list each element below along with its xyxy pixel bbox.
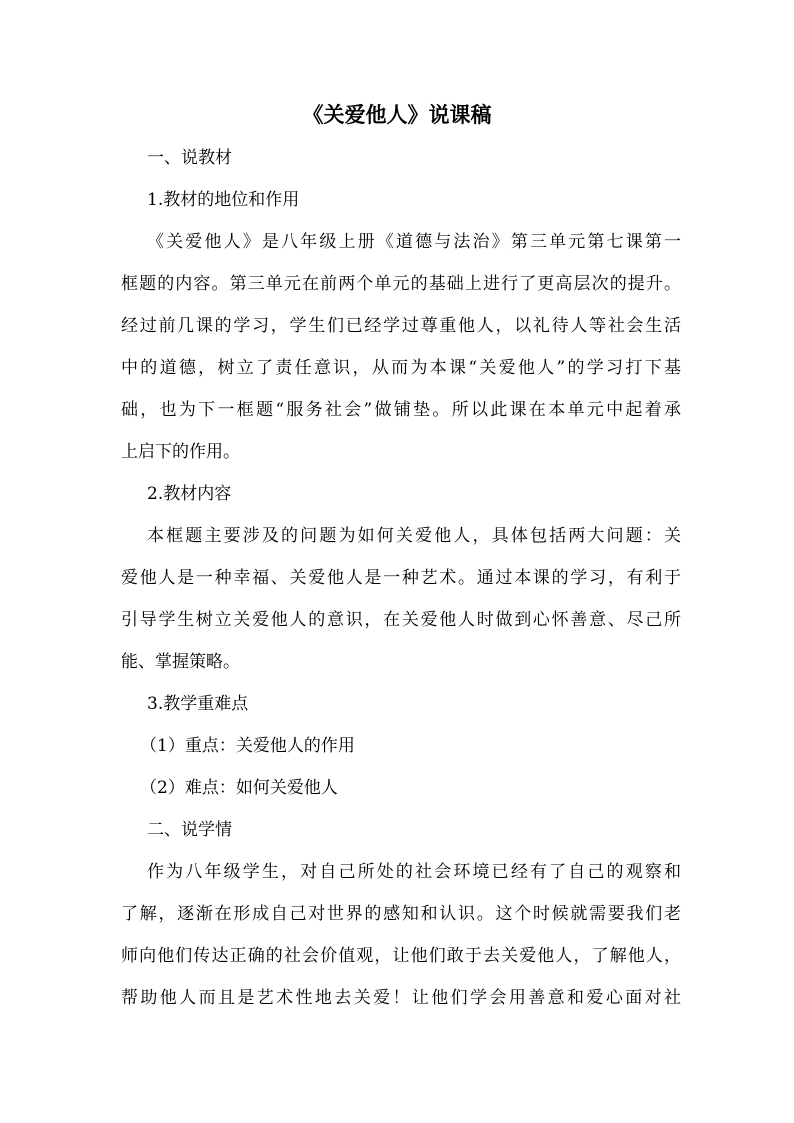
paragraph-line: 作为八年级学生，对自己所处的社会环境已经有了自己的观察和 [147, 862, 681, 882]
paragraph-line: 框题的内容。第三单元在前两个单元的基础上进行了更高层次的提升。 [121, 274, 681, 294]
paragraph-line: 经过前几课的学习，学生们已经学过尊重他人，以礼待人等社会生活 [121, 316, 681, 336]
difficult-point-item: （2）难点：如何关爱他人 [140, 778, 338, 798]
paragraph-line: 《关爱他人》是八年级上册《道德与法治》第三单元第七课第一 [147, 232, 681, 252]
paragraph-line: 师向他们传达正确的社会价值观，让他们敢于去关爱他人，了解他人， [121, 946, 681, 966]
paragraph-line: 能、掌握策略。 [121, 652, 240, 672]
paragraph-line: 础，也为下一框题“服务社会”做铺垫。所以此课在本单元中起着承 [121, 400, 681, 420]
subheading-content: 2.教材内容 [147, 484, 232, 504]
paragraph-line: 爱他人是一种幸福、关爱他人是一种艺术。通过本课的学习，有利于 [121, 568, 681, 588]
section-heading-textbook: 一、说教材 [147, 148, 232, 168]
paragraph-line: 中的道德，树立了责任意识，从而为本课“关爱他人”的学习打下基 [121, 358, 681, 378]
subheading-key-points: 3.教学重难点 [147, 694, 249, 714]
paragraph-line: 帮助他人而且是艺术性地去关爱！让他们学会用善意和爱心面对社 [121, 988, 681, 1008]
section-heading-students: 二、说学情 [147, 820, 232, 840]
paragraph-line: 上启下的作用。 [121, 442, 240, 462]
document-title: 《关爱他人》说课稿 [302, 102, 492, 127]
paragraph-line: 了解，逐渐在形成自己对世界的感知和认识。这个时候就需要我们老 [121, 904, 681, 924]
paragraph-line: 引导学生树立关爱他人的意识，在关爱他人时做到心怀善意、尽己所 [121, 610, 681, 630]
key-point-item: （1）重点：关爱他人的作用 [140, 736, 355, 756]
subheading-status-role: 1.教材的地位和作用 [147, 190, 300, 210]
paragraph-line: 本框题主要涉及的问题为如何关爱他人，具体包括两大问题：关 [147, 526, 681, 546]
